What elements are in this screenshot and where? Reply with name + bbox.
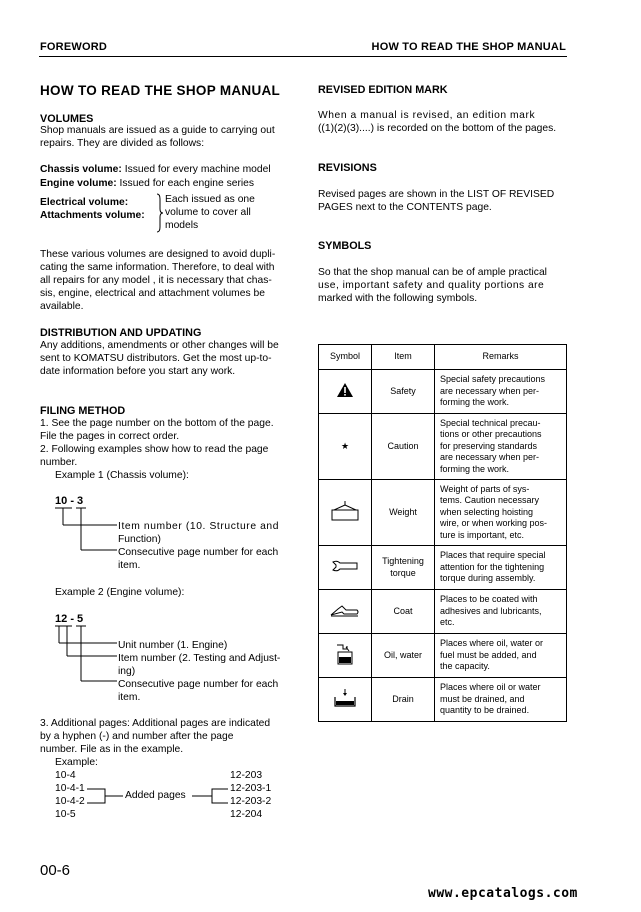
distribution-line: date information before you start any work.	[40, 366, 236, 377]
remarks-cell: Places where oil, water or fuel must be added, and the capacity.	[435, 634, 567, 678]
warning-triangle-icon	[336, 382, 354, 398]
added-page-right: 12-203-1	[230, 783, 272, 794]
table-row	[319, 634, 567, 678]
table-row	[319, 590, 567, 634]
symbols-line: marked with the following symbols.	[318, 293, 478, 304]
filing-item-3-line: 3. Additional pages: Additional pages are indicated	[40, 718, 271, 729]
example-2-page-desc: item.	[118, 692, 141, 703]
example-1-connector-lines	[50, 505, 120, 555]
example-2-connector-lines	[50, 623, 120, 685]
symbol-cell	[319, 678, 372, 722]
star-icon: ★	[340, 440, 350, 451]
example-2-separator: -	[70, 613, 74, 625]
volumes-intro-line: repairs. They are divided as follows:	[40, 138, 205, 149]
watermark: www.epcatalogs.com	[428, 886, 578, 901]
example-1-page-desc: Consecutive page number for each	[118, 547, 279, 558]
remarks-cell: Places to be coated with adhesives and lubricants, etc.	[435, 590, 567, 634]
header-item: Item	[372, 345, 435, 370]
remarks-cell: Places where oil or water must be drained, and quantity to be drained.	[435, 678, 567, 722]
drain-icon	[333, 688, 357, 708]
added-page-left: 10-4-1	[55, 783, 85, 794]
example-2-item-desc: Item number (2. Testing and Adjust-	[118, 653, 281, 664]
remarks-cell: Weight of parts of sys- tems. Caution necessary when selecting hoisting wire, or when working pos- ture is important, etc.	[435, 480, 567, 546]
table-row	[319, 678, 567, 722]
example-label: Example:	[55, 757, 98, 768]
remarks-cell: Special technical precau- tions or other precautions for preserving standards are necessary when per- forming the work.	[435, 414, 567, 480]
table-row	[319, 414, 567, 480]
chassis-volume-text: Issued for every machine model	[121, 164, 271, 175]
volumes-paragraph-line: available.	[40, 301, 84, 312]
table-row	[319, 480, 567, 546]
chassis-volume-label: Chassis volume:	[40, 164, 122, 175]
filing-item-3-line: number. File as in the example.	[40, 744, 184, 755]
volumes-paragraph-line: cating the same information. Therefore, to deal with	[40, 262, 275, 273]
revised-edition-heading: REVISED EDITION MARK	[318, 84, 448, 96]
revisions-line: PAGES next to the CONTENTS page.	[318, 202, 492, 213]
item-cell: Coat	[372, 590, 435, 634]
item-cell: Weight	[372, 480, 435, 546]
added-page-left: 10-5	[55, 809, 76, 820]
filing-item-1-line: 1. See the page number on the bottom of the page.	[40, 418, 274, 429]
header-remarks: Remarks	[435, 345, 567, 370]
bracket-text-line: models	[165, 220, 199, 231]
added-page-right: 12-203-2	[230, 796, 272, 807]
added-page-right: 12-203	[230, 770, 263, 781]
chassis-volume-line	[40, 164, 271, 177]
header-page-title: HOW TO READ THE SHOP MANUAL	[371, 41, 566, 53]
symbols-line: use, important safety and quality portions are	[318, 280, 545, 291]
item-cell: Tightening torque	[372, 546, 435, 590]
remarks-cell: Special safety precautions are necessary when per- forming the work.	[435, 370, 567, 414]
symbols-table	[318, 344, 567, 722]
symbol-cell	[319, 590, 372, 634]
volumes-paragraph-line: These various volumes are designed to avoid dupli-	[40, 249, 276, 260]
volumes-paragraph-line: sis, engine, electrical and attachment volumes be	[40, 288, 265, 299]
attachments-volume-label: Attachments volume:	[40, 210, 145, 221]
example-2-label: Example 2 (Engine volume):	[55, 587, 185, 598]
engine-volume-text: Issued for each engine series	[116, 178, 255, 189]
engine-volume-label: Engine volume:	[40, 178, 117, 189]
revisions-line: Revised pages are shown in the LIST OF REVISED	[318, 189, 555, 200]
item-cell: Oil, water	[372, 634, 435, 678]
revisions-heading: REVISIONS	[318, 162, 377, 174]
symbol-cell	[319, 634, 372, 678]
symbol-cell	[319, 546, 372, 590]
weight-icon	[330, 500, 360, 522]
symbol-cell	[319, 414, 372, 480]
revised-edition-line: When a manual is revised, an edition mark	[318, 110, 536, 121]
symbols-line: So that the shop manual can be of ample practical	[318, 267, 547, 278]
example-2-item-desc: ing)	[118, 666, 136, 677]
added-pages-brackets	[85, 780, 235, 810]
remarks-cell: Places that require special attention for the tightening torque during assembly.	[435, 546, 567, 590]
item-cell: Caution	[372, 414, 435, 480]
filing-item-2-line: number.	[40, 457, 78, 468]
symbol-cell	[319, 370, 372, 414]
bracket-text-line: volume to cover all	[165, 207, 251, 218]
oil-can-icon	[334, 643, 356, 665]
bracket-text-line: Each issued as one	[165, 194, 255, 205]
example-1-page-desc: item.	[118, 560, 141, 571]
added-page-left: 10-4	[55, 770, 76, 781]
example-2-unit-desc: Unit number (1. Engine)	[118, 640, 228, 651]
example-1-separator: -	[70, 495, 74, 507]
header-section-title: FOREWORD	[40, 41, 107, 53]
example-2-page-desc: Consecutive page number for each	[118, 679, 279, 690]
symbol-cell	[319, 480, 372, 546]
filing-item-1-line: File the pages in correct order.	[40, 431, 180, 442]
example-1-item-number: 10	[55, 495, 68, 507]
volumes-intro-line: Shop manuals are issued as a guide to carrying out	[40, 125, 275, 136]
filing-item-2-line: 2. Following examples show how to read the page	[40, 444, 269, 455]
example-2-unit-number: 12	[55, 613, 68, 625]
added-page-left: 10-4-2	[55, 796, 85, 807]
table-row	[319, 370, 567, 414]
header-symbol: Symbol	[319, 345, 372, 370]
added-page-right: 12-204	[230, 809, 263, 820]
filing-heading: FILING METHOD	[40, 405, 126, 417]
table-header-row	[319, 345, 567, 370]
added-pages-label: Added pages	[125, 790, 186, 801]
volume-brace	[154, 193, 164, 233]
item-cell: Drain	[372, 678, 435, 722]
example-1-consecutive: 3	[77, 495, 84, 507]
item-cell: Safety	[372, 370, 435, 414]
example-1-item-desc: Function)	[118, 534, 161, 545]
distribution-heading: DISTRIBUTION AND UPDATING	[40, 327, 202, 339]
electrical-volume-label: Electrical volume:	[40, 197, 129, 208]
example-1-item-desc: Item number (10. Structure and	[118, 521, 280, 532]
distribution-line: sent to KOMATSU distributors. Get the most up-to-	[40, 353, 272, 364]
table-row	[319, 546, 567, 590]
example-2-consecutive: 5	[77, 613, 84, 625]
header-rule	[39, 56, 567, 57]
distribution-line: Any additions, amendments or other changes will be	[40, 340, 279, 351]
page-number: 00-6	[40, 862, 71, 879]
example-1-label: Example 1 (Chassis volume):	[55, 470, 189, 481]
wrench-icon	[331, 559, 359, 573]
filing-item-3-line: by a hyphen (-) and number after the page	[40, 731, 234, 742]
coat-icon	[330, 603, 360, 617]
volumes-paragraph-line: all repairs for any model , it is necessary that chas-	[40, 275, 272, 286]
engine-volume-line	[40, 178, 254, 191]
revised-edition-line: ((1)(2)(3)....) is recorded on the bottom of the pages.	[318, 123, 557, 134]
symbols-heading: SYMBOLS	[318, 240, 372, 252]
page-title: HOW TO READ THE SHOP MANUAL	[40, 83, 281, 98]
volumes-heading: VOLUMES	[40, 113, 94, 125]
